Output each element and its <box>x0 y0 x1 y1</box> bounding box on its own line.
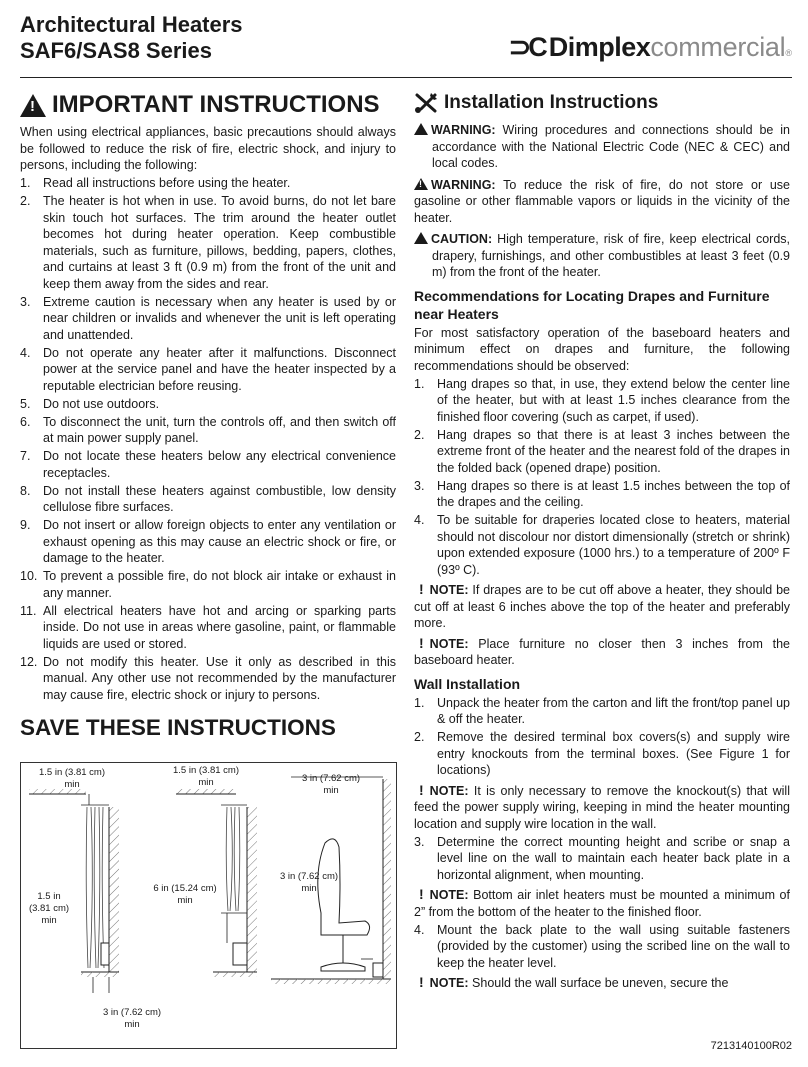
wall-list-a <box>414 695 790 779</box>
exclamation-icon: ! <box>419 974 424 990</box>
list-item: 6. To disconnect the unit, turn the controls off, and then switch off at main power supply panel. <box>20 414 396 445</box>
fig-label-c-top-min: min <box>323 785 339 796</box>
list-item: 1. Unpack the heater from the carton and lift the front/top panel up & off the heater. <box>414 695 790 726</box>
list-item: 2. Remove the desired terminal box covers(s) and supply wire entry knockouts from the terminal boxes. (See Figure 1 for locations) <box>414 730 790 777</box>
installation-column <box>414 88 790 992</box>
warning-icon <box>20 94 46 117</box>
fig-label-a-side-cm: (3.81 cm) <box>28 903 70 914</box>
exclamation-icon: ! <box>419 781 424 798</box>
warning-icon <box>414 123 428 135</box>
fig-label-c-mid-min: min <box>301 883 317 894</box>
warning-icon <box>414 232 428 244</box>
list-item: 9. Do not insert or allow foreign objects to enter any ventilation or exhaust opening as this may cause an electric shock or fire, or damage to the heater. <box>20 518 396 565</box>
wall-hatch <box>109 807 119 972</box>
list-item: 1. Hang drapes so that, in use, they extend below the center line of the heater, but with at least 1.5 inches clearance from the finished floor covering (such as carpet, if used). <box>414 376 790 424</box>
fig-label-c-mid: 3 in (7.62 cm) <box>279 871 339 882</box>
heater-box <box>233 943 247 965</box>
note-furniture: ! NOTE: Place furniture no closer then 3 inches from the baseboard heater. <box>414 634 790 667</box>
warning-flammable: !WARNING: To reduce the risk of fire, do not store or use gasoline or other flammable vapors or liquids in the vicinity of the heater. <box>414 177 790 227</box>
list-item: 3. Extreme caution is necessary when any heater is used by or near children or invalids and whenever the unit is left operating and unattended. <box>20 294 396 342</box>
clearance-figure <box>20 762 397 1049</box>
fig-label-bottom-min: min <box>124 1019 140 1030</box>
fig-label-b-top-min: min <box>198 777 214 788</box>
important-intro: When using electrical appliances, basic precautions should always be followed to reduce the risk of fire, electric shock, and injury to persons, including the following: <box>20 125 396 172</box>
list-item: 4. To be suitable for draperies located close to heaters, material should not discolour nor distort dimensionally (stretch or shrink) upon extended exposure (1000 hrs.) to a temperature of 200º F (93º C). <box>414 513 790 577</box>
fig-label-b-mid: 6 in (15.24 cm) <box>153 883 217 894</box>
logo-sub: commercial <box>650 32 786 62</box>
drapes-list <box>414 376 790 579</box>
important-instructions-column <box>20 88 396 741</box>
chair-outline <box>318 839 370 971</box>
wall-hatch <box>247 807 257 972</box>
tools-icon <box>414 92 438 114</box>
list-item: 3. Hang drapes so there is at least 1.5 inches between the top of the drapes and the ceiling. <box>414 478 790 509</box>
dimplex-logo-icon: ⊃C <box>508 32 545 62</box>
drapes-heading: Recommendations for Locating Drapes and Furniture near Heaters <box>414 287 770 322</box>
exclamation-icon: ! <box>419 581 424 597</box>
document-code: 7213140100R02 <box>710 1040 792 1052</box>
logo-brand: Dimplex <box>548 32 651 62</box>
logo-registered: ® <box>785 48 792 58</box>
page-header <box>20 12 792 74</box>
doc-title: Architectural Heaters <box>20 12 243 37</box>
floor-hatch <box>81 972 119 977</box>
caution-temperature: !CAUTION: High temperature, risk of fire, keep electrical cords, drapery, furnishings, and other combustibles at least 3 feet (0.9 m) from the front of the heater. <box>414 231 790 281</box>
fig-label-bottom: 3 in (7.62 cm) <box>102 1007 162 1018</box>
note-bottom-inlet: ! NOTE: Bottom air inlet heaters must be mounted a minimum of 2” from the bottom of the heater to the finished floor. <box>414 886 790 919</box>
list-item: 12. Do not modify this heater. Use it only as described in this manual. Any other use not recommended by the manufacturer may cause fire, electric shock or injury to persons. <box>20 654 396 702</box>
doc-subtitle: SAF6/SAS8 Series <box>20 38 212 63</box>
header-rule <box>20 77 792 78</box>
warning-wiring: !WARNING: Wiring procedures and connections should be in accordance with the National Electric Code (NEC & CEC) and local codes. <box>414 122 790 172</box>
list-item: 10. To prevent a possible fire, do not block air intake or exhaust in any manner. <box>20 569 396 600</box>
floor-hatch <box>271 979 391 984</box>
fig-label-a-top: 1.5 in (3.81 cm) <box>39 767 105 778</box>
list-item: 3. Determine the correct mounting height and scribe or snap a level line on the wall to maintain each heater back plate in a horizontal alignment, when mounting. <box>414 834 790 882</box>
dimplex-logo <box>509 32 792 63</box>
exclamation-icon: ! <box>419 886 424 902</box>
list-item: 4. Do not operate any heater after it malfunctions. Disconnect power at the service panel and have the heater inspected by a reputable electrician before reusing. <box>20 345 396 393</box>
list-item: 4. Mount the back plate to the wall using suitable fasteners (provided by the customer) using the scribed line on the wall to keep the heater level. <box>414 922 790 970</box>
save-instructions-heading: SAVE THESE INSTRUCTIONS <box>20 715 336 740</box>
note-knockout: ! NOTE: It is only necessary to remove the knockout(s) that will feed the power supply wiring, keeping in mind the heater mounting location and supply wire location in the wall. <box>414 781 790 831</box>
list-item: 1. Read all instructions before using the heater. <box>20 176 291 190</box>
exclamation-icon: ! <box>419 634 424 651</box>
fig-label-b-mid-min: min <box>177 895 193 906</box>
list-item: 2. The heater is hot when in use. To avoid burns, do not let bare skin touch hot surfaces. The trim around the heater outlet becomes hot during heater operation. Keep combustible materials, such as furniture, pillows, bedding, papers, clothes, and curtains at least 3 ft (0.9 m) from the front of the unit and keep them away from the sides and rear. <box>20 194 396 291</box>
fig-label-b-top: 1.5 in (3.81 cm) <box>173 765 239 776</box>
fig-label-a-top-min: min <box>64 779 80 790</box>
heater-box <box>101 943 109 965</box>
drapes-intro: For most satisfactory operation of the baseboard heaters and minimum effect on drapes and furniture, the following recommendations should be observed: <box>414 325 790 373</box>
important-list <box>20 175 396 703</box>
note-uneven-wall: ! NOTE: Should the wall surface be uneven, secure the <box>419 974 729 990</box>
wall-list-c <box>414 922 790 972</box>
wall-list-b <box>414 834 790 884</box>
note-drapes-cutoff: ! NOTE: If drapes are to be cut off above a heater, they should be cut off at least 6 inches above the top of the heater and preferably more. <box>414 581 790 630</box>
installation-heading <box>414 88 790 118</box>
fig-label-c-top: 3 in (7.62 cm) <box>301 773 361 784</box>
warning-icon <box>414 178 428 190</box>
important-heading-text: IMPORTANT INSTRUCTIONS <box>52 91 380 118</box>
wall-installation-heading: Wall Installation <box>414 675 521 692</box>
list-item: 8. Do not install these heaters against combustible, low density cellulose fibre surfaces. <box>20 483 396 514</box>
list-item: 2. Hang drapes so that there is at least 3 inches between the extreme front of the heater and the nearest fold of the drapes in the folded back (opened drape) position. <box>414 427 790 475</box>
heater-box <box>373 963 383 977</box>
ceiling-hatch <box>176 789 236 794</box>
list-item: 11. All electrical heaters have hot and arcing or sparking parts inside. Do not use in areas where gasoline, paint, or flammable liquids are used or stored. <box>20 603 396 651</box>
drape-folds <box>226 807 240 911</box>
floor-hatch <box>213 972 257 977</box>
list-item: 5. Do not use outdoors. <box>20 396 160 411</box>
fig-label-a-side: 1.5 in <box>37 891 61 902</box>
list-item: 7. Do not locate these heaters below any electrical convenience receptacles. <box>20 449 396 480</box>
fig-label-a-side-min: min <box>41 915 57 926</box>
important-heading <box>20 88 396 122</box>
wall-hatch <box>383 779 391 979</box>
installation-heading-text: Installation Instructions <box>444 92 659 113</box>
